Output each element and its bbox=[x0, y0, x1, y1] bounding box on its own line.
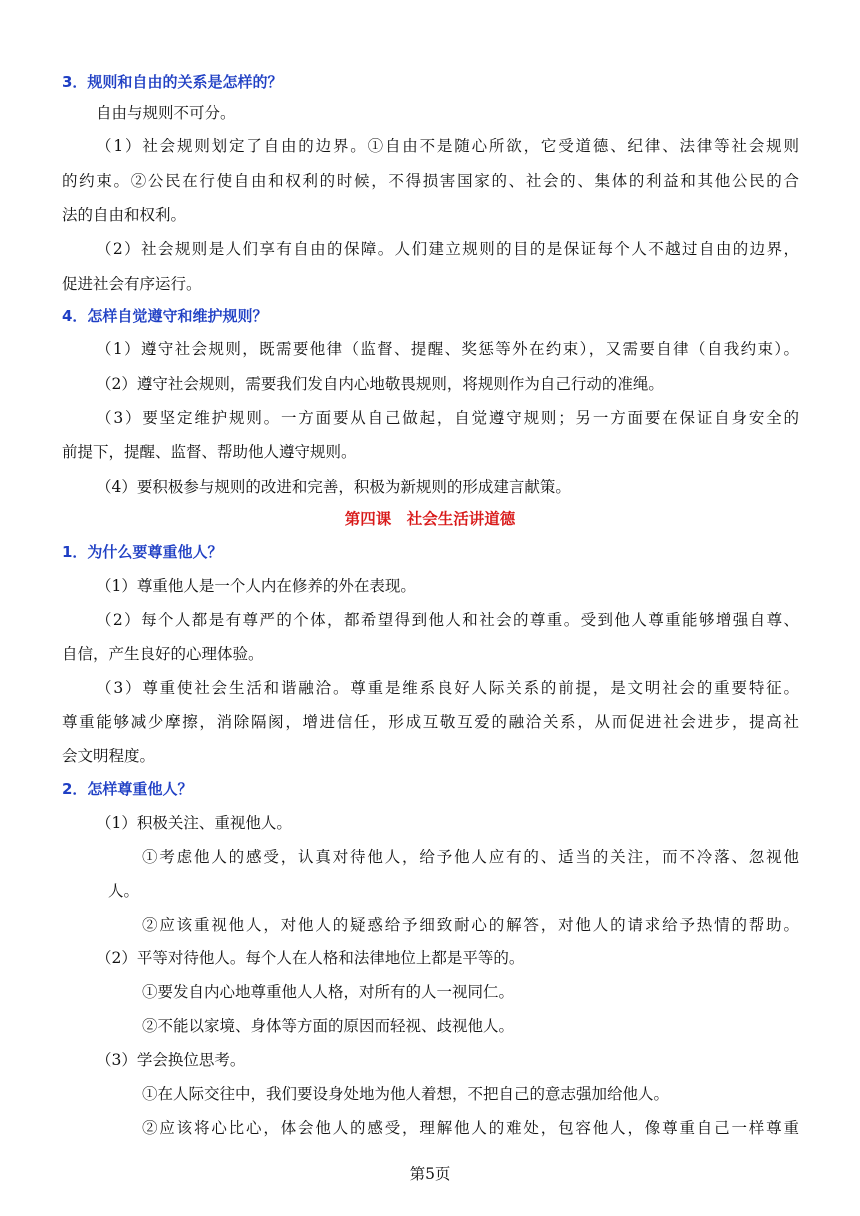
paragraph: （3）学会换位思考。 bbox=[96, 1051, 246, 1069]
paragraph: （2）平等对待他人。每个人在人格和法律地位上都是平等的。 bbox=[96, 949, 525, 967]
paragraph: 法的自由和权利。 bbox=[62, 206, 187, 224]
list-item: 人。 bbox=[108, 882, 140, 900]
list-item: ②应该将心比心，体会他人的感受，理解他人的难处，包容他人，像尊重自己一样尊重 bbox=[142, 1119, 799, 1137]
paragraph: （3）要坚定维护规则。一方面要从自己做起，自觉遵守规则；另一方面要在保证自身安全的 bbox=[96, 409, 799, 427]
list-item: ①在人际交往中，我们要设身处地为他人着想，不把自己的意志强加给他人。 bbox=[142, 1085, 670, 1103]
list-item: ②不能以家境、身体等方面的原因而轻视、歧视他人。 bbox=[142, 1017, 515, 1035]
lesson-title: 第四课 社会生活讲道德 bbox=[344, 510, 516, 528]
list-item: ①考虑他人的感受，认真对待他人，给予他人应有的、适当的关注，而不冷落、忽视他 bbox=[142, 848, 799, 866]
paragraph: （2）遵守社会规则，需要我们发自内心地敬畏规则，将规则作为自己行动的准绳。 bbox=[96, 375, 664, 393]
paragraph: （1）遵守社会规则，既需要他律（监督、提醒、奖惩等外在约束），又需要自律（自我约束）。 bbox=[96, 340, 799, 358]
section-heading: 1．为什么要尊重他人？ bbox=[62, 543, 223, 561]
paragraph: 自由与规则不可分。 bbox=[96, 104, 236, 122]
section-heading: 4．怎样自觉遵守和维护规则？ bbox=[62, 307, 268, 325]
paragraph: 尊重能够减少摩擦，消除隔阂，增进信任，形成互敬互爱的融洽关系，从而促进社会进步，提高社 bbox=[62, 713, 799, 731]
paragraph: 会文明程度。 bbox=[62, 747, 156, 765]
paragraph: 的约束。②公民在行使自由和权利的时候，不得损害国家的、社会的、集体的利益和其他公民的合 bbox=[62, 172, 799, 190]
paragraph: （3）尊重使社会生活和谐融洽。尊重是维系良好人际关系的前提，是文明社会的重要特征。 bbox=[96, 679, 799, 697]
paragraph: 促进社会有序运行。 bbox=[62, 275, 202, 293]
page-number: 第5页 bbox=[409, 1165, 451, 1183]
paragraph: （1）积极关注、重视他人。 bbox=[96, 814, 292, 832]
paragraph: 前提下，提醒、监督、帮助他人遵守规则。 bbox=[62, 443, 357, 461]
paragraph: （1）尊重他人是一个人内在修养的外在表现。 bbox=[96, 577, 416, 595]
paragraph: （4）要积极参与规则的改进和完善，积极为新规则的形成建言献策。 bbox=[96, 478, 571, 496]
list-item: ①要发自内心地尊重他人人格，对所有的人一视同仁。 bbox=[142, 983, 515, 1001]
paragraph: 自信，产生良好的心理体验。 bbox=[62, 645, 264, 663]
paragraph: （2）每个人都是有尊严的个体，都希望得到他人和社会的尊重。受到他人尊重能够增强自尊、 bbox=[96, 611, 799, 629]
section-heading: 2．怎样尊重他人？ bbox=[62, 780, 193, 798]
paragraph: （2）社会规则是人们享有自由的保障。人们建立规则的目的是保证每个人不越过自由的边界， bbox=[96, 240, 799, 258]
list-item: ②应该重视他人，对他人的疑惑给予细致耐心的解答，对他人的请求给予热情的帮助。 bbox=[142, 916, 799, 934]
paragraph: （1）社会规则划定了自由的边界。①自由不是随心所欲，它受道德、纪律、法律等社会规则 bbox=[96, 137, 799, 155]
section-heading: 3．规则和自由的关系是怎样的？ bbox=[62, 73, 283, 91]
